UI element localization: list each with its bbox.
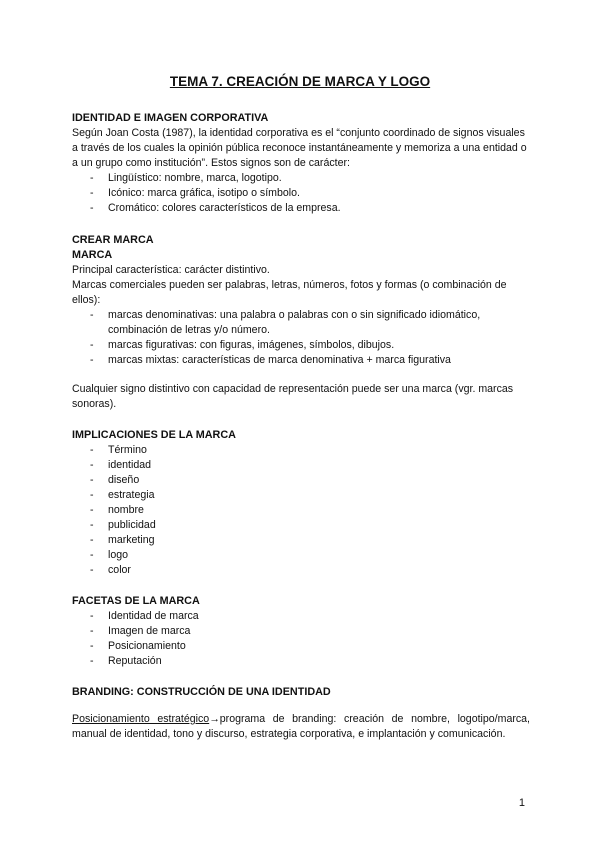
list-item-text: color xyxy=(108,564,131,576)
list-item-text: identidad xyxy=(108,459,152,471)
list-item-text: Icónico: marca gráfica, isotipo o símbolo. xyxy=(108,187,300,199)
crear-note-block xyxy=(72,382,530,412)
dash-bullet: - xyxy=(90,534,94,546)
identidad-list xyxy=(72,171,530,216)
list-item xyxy=(72,171,530,186)
dash-bullet: - xyxy=(90,187,94,199)
dash-bullet: - xyxy=(90,655,94,667)
dash-bullet: - xyxy=(90,625,94,637)
list-item xyxy=(72,458,530,473)
list-item-text: marketing xyxy=(108,534,155,546)
section-heading: FACETAS DE LA MARCA xyxy=(72,595,200,607)
facetas-list xyxy=(72,609,530,669)
list-item-text: Identidad de marca xyxy=(108,610,199,622)
dash-bullet: - xyxy=(90,202,94,214)
list-item xyxy=(72,533,530,548)
section-facetas xyxy=(72,594,530,669)
list-item xyxy=(72,548,530,563)
list-item xyxy=(72,473,530,488)
crear-line-2: Marcas comerciales pueden ser palabras, letras, números, fotos y formas (o combinación de ellos): xyxy=(72,279,507,306)
list-item-text: marcas denominativas: una palabra o palabras con o sin significado idiomático, combinación de letras y/o número. xyxy=(108,309,481,336)
list-item xyxy=(72,518,530,533)
section-subheading: MARCA xyxy=(72,249,113,261)
list-item-text: Cromático: colores característicos de la empresa. xyxy=(108,202,341,214)
list-item xyxy=(72,488,530,503)
list-item-text: Imagen de marca xyxy=(108,625,191,637)
dash-bullet: - xyxy=(90,339,94,351)
dash-bullet: - xyxy=(90,564,94,576)
list-item-text: publicidad xyxy=(108,519,156,531)
list-item-text: Reputación xyxy=(108,655,162,667)
section-branding xyxy=(72,685,530,700)
crear-list xyxy=(72,308,530,368)
list-item xyxy=(72,443,530,458)
list-item xyxy=(72,186,530,201)
dash-bullet: - xyxy=(90,172,94,184)
list-item xyxy=(72,308,530,338)
list-item-text: logo xyxy=(108,549,129,561)
dash-bullet: - xyxy=(90,504,94,516)
section-crear-marca xyxy=(72,233,530,368)
dash-bullet: - xyxy=(90,309,94,321)
page-number: 1 xyxy=(518,797,525,809)
list-item-text: marcas mixtas: características de marca denominativa + marca figurativa xyxy=(108,354,451,366)
section-identidad xyxy=(72,111,530,216)
dash-bullet: - xyxy=(90,640,94,652)
implicaciones-list xyxy=(72,443,530,578)
list-item-text: Término xyxy=(108,444,147,456)
dash-bullet: - xyxy=(90,549,94,561)
section-heading: IMPLICACIONES DE LA MARCA xyxy=(72,429,236,441)
branding-paragraph xyxy=(72,712,530,742)
list-item xyxy=(72,338,530,353)
section-heading: IDENTIDAD E IMAGEN CORPORATIVA xyxy=(72,112,269,124)
dash-bullet: - xyxy=(90,474,94,486)
list-item xyxy=(72,624,530,639)
list-item xyxy=(72,503,530,518)
identidad-intro: Según Joan Costa (1987), la identidad corporativa es el “conjunto coordinado de signos visuales a través de los cuales la opinión pública reconoce instantáneamente y memoriza a una entidad o a un grupo como institución”. Estos signos son de carácter: xyxy=(72,127,527,169)
list-item-text: marcas figurativas: con figuras, imágenes, símbolos, dibujos. xyxy=(108,339,395,351)
list-item-text: Lingüístico: nombre, marca, logotipo. xyxy=(108,172,282,184)
list-item xyxy=(72,609,530,624)
list-item xyxy=(72,639,530,654)
page-title: TEMA 7. CREACIÓN DE MARCA Y LOGO xyxy=(169,74,431,89)
dash-bullet: - xyxy=(90,354,94,366)
section-heading: BRANDING: CONSTRUCCIÓN DE UNA IDENTIDAD xyxy=(72,686,331,698)
crear-note: Cualquier signo distintivo con capacidad de representación puede ser una marca (vgr. marcas sonoras). xyxy=(72,383,514,410)
list-item-text: Posicionamiento xyxy=(108,640,186,652)
list-item-text: nombre xyxy=(108,504,144,516)
list-item xyxy=(72,353,530,368)
dash-bullet: - xyxy=(90,519,94,531)
dash-bullet: - xyxy=(90,444,94,456)
branding-term: Posicionamiento estratégico xyxy=(72,713,210,725)
branding-text: programa de branding: creación de nombre, logotipo/marca, manual de identidad, tono y discurso, estrategia corporativa, e implantación y comunicación. xyxy=(72,713,530,740)
dash-bullet: - xyxy=(90,459,94,471)
list-item xyxy=(72,654,530,669)
list-item xyxy=(72,201,530,216)
arrow-icon: → xyxy=(209,713,220,725)
dash-bullet: - xyxy=(90,610,94,622)
section-heading: CREAR MARCA xyxy=(72,234,154,246)
crear-line-1: Principal característica: carácter distintivo. xyxy=(72,264,270,276)
list-item-text: diseño xyxy=(108,474,140,486)
list-item xyxy=(72,563,530,578)
section-implicaciones xyxy=(72,428,530,578)
list-item-text: estrategia xyxy=(108,489,155,501)
dash-bullet: - xyxy=(90,489,94,501)
